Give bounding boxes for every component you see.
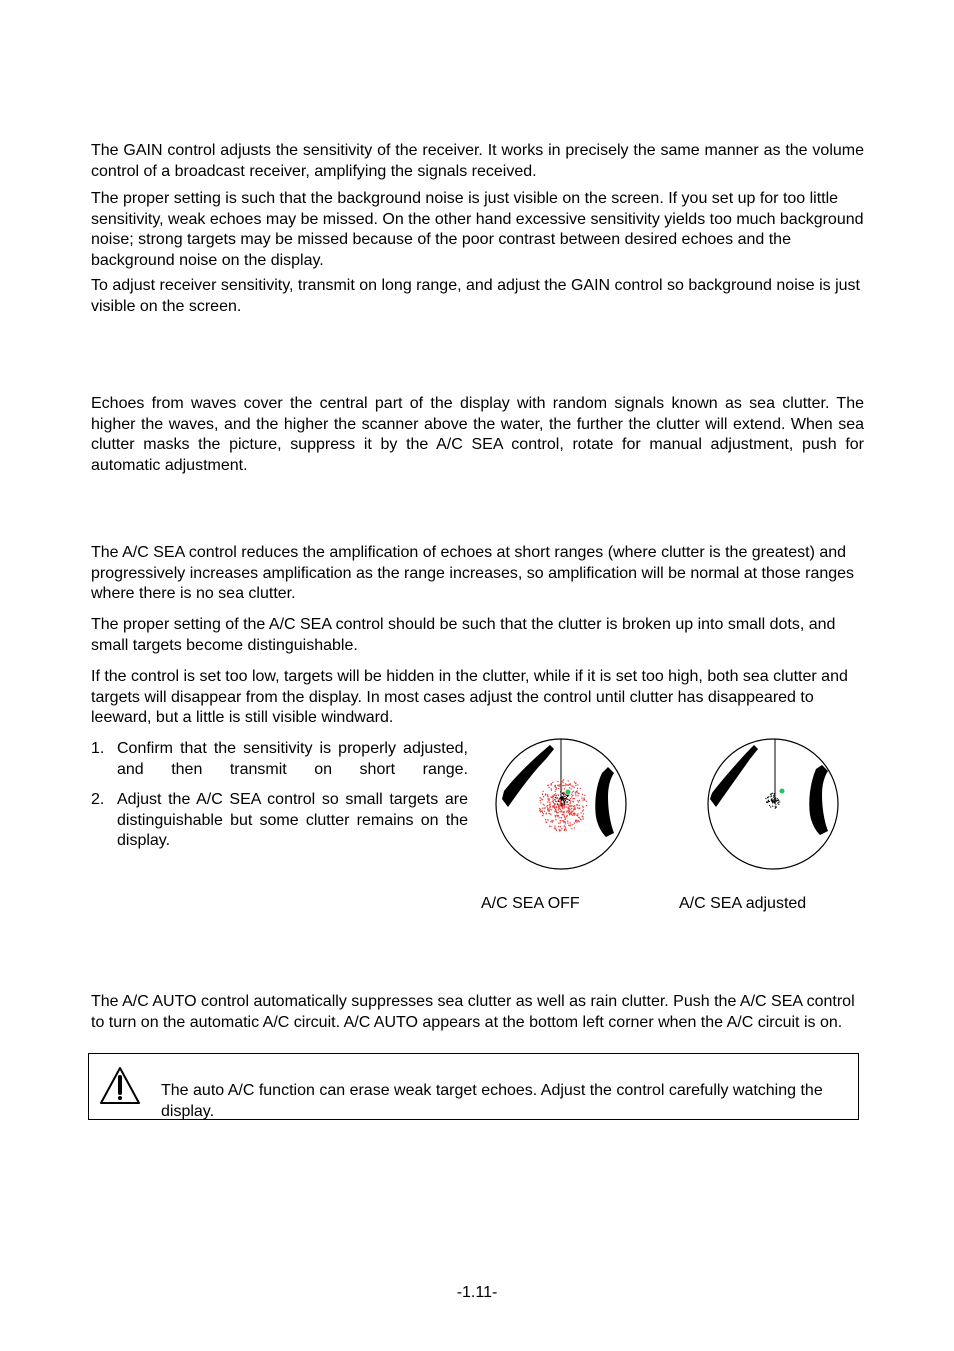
- step-2-number: 2.: [91, 791, 105, 808]
- page-number: -1.11-: [456, 1284, 498, 1301]
- radar-display-ac-sea-adjusted: [706, 737, 840, 871]
- ac-auto-paragraph: The A/C AUTO control automatically suppresses sea clutter as well as rain clutter. Push the A/C SEA control to turn on the automatic A/C circuit. A/C AUTO appears at the bottom left corner when the A/C circuit is on.: [91, 993, 855, 1031]
- sea-clutter-paragraph: Echoes from waves cover the central part of the display with random signals known as sea clutter. The higher the waves, and the higher the scanner above the water, the further the clutter will extend. When sea clutter masks the picture, suppress it by the A/C SEA control, rotate for manual adjustment, push for automatic adjustment.: [91, 395, 864, 475]
- caution-box: [88, 1053, 859, 1120]
- caution-text: The auto A/C function can erase weak target echoes. Adjust the control carefully watching the display.: [161, 1082, 823, 1120]
- gain-paragraph-2: The proper setting is such that the background noise is just visible on the screen. If you set up for too little sensitivity, weak echoes may be missed. On the other hand excessive sensitivity yields too much background noise; strong targets may be missed because of the poor contrast between desired echoes and the background noise on the display.: [91, 190, 864, 270]
- caption-ac-sea-off: A/C SEA OFF: [481, 895, 580, 912]
- ac-sea-paragraph-1: The A/C SEA control reduces the amplification of echoes at short ranges (where clutter is the greatest) and progressively increases amplification as the range increases, so amplification will be normal at those ranges where there is no sea clutter.: [91, 544, 855, 603]
- target-echo: [566, 790, 571, 795]
- gain-paragraph-1: The GAIN control adjusts the sensitivity of the receiver. It works in precisely the same manner as the volume control of a broadcast receiver, amplifying the signals received.: [91, 142, 864, 180]
- radar-display-ac-sea-off: [494, 737, 628, 871]
- target-echo: [780, 789, 785, 794]
- ac-sea-paragraph-3: If the control is set too low, targets will be hidden in the clutter, while if it is set too high, both sea clutter and targets will disappear from the display. In most cases adjust the control until clutter has disappeared to leeward, but a little is still visible windward.: [91, 668, 848, 727]
- step-1: [91, 739, 468, 780]
- ac-sea-paragraph-2: The proper setting of the A/C SEA control should be such that the clutter is broken up into small dots, and small targets become distinguishable.: [91, 616, 836, 654]
- gain-paragraph-3: To adjust receiver sensitivity, transmit on long range, and adjust the GAIN control so background noise is just visible on the screen.: [91, 277, 860, 315]
- caption-ac-sea-adjusted: A/C SEA adjusted: [679, 895, 807, 912]
- step-1-number: 1.: [91, 740, 105, 757]
- step-1-text: Confirm that the sensitivity is properly adjusted, and then transmit on short range.: [117, 740, 468, 778]
- step-2: [91, 790, 468, 852]
- step-2-text: Adjust the A/C SEA control so small targets are distinguishable but some clutter remains on the display.: [117, 791, 468, 850]
- warning-triangle-icon: [99, 1066, 141, 1106]
